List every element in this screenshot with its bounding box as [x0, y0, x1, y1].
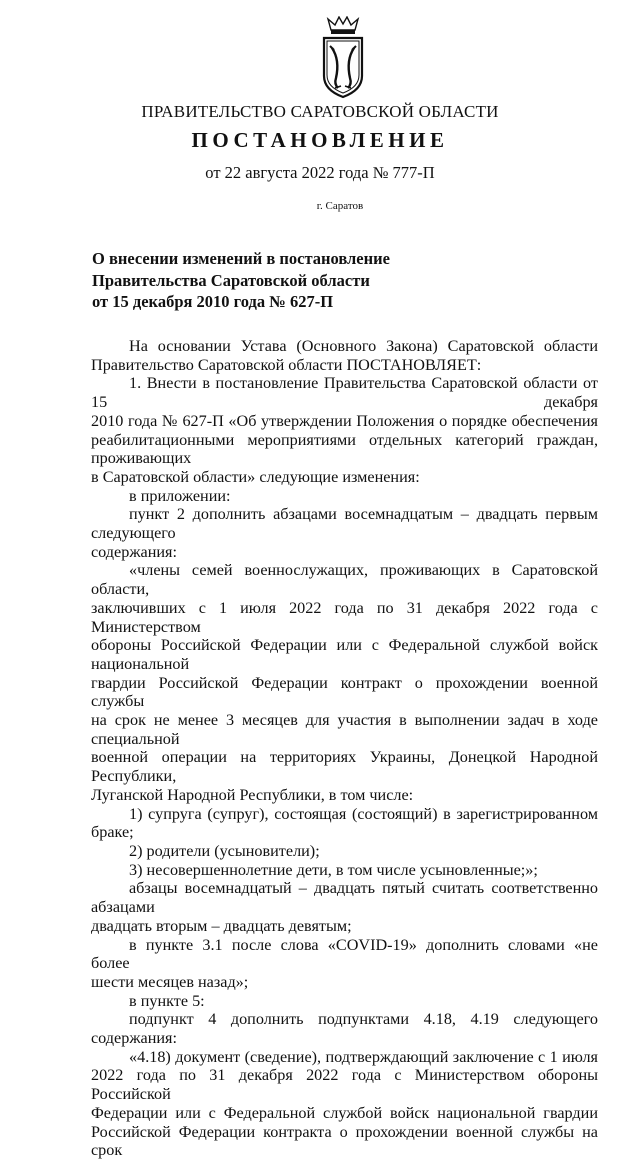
body-line: Федерации или с Федеральной службой войск национальной гвардии [91, 1103, 598, 1122]
body-line: подпункт 4 дополнить подпунктами 4.18, 4.19 следующего содержания: [91, 1010, 598, 1048]
body-line: на срок не менее 3 месяцев для участия в выполнении задач в ходе специальной [91, 711, 598, 748]
body-line: реабилитационными мероприятиями отдельных категорий граждан, проживающих [91, 430, 598, 468]
document-body [91, 337, 598, 1160]
body-line: двадцать вторым – двадцать девятым; [91, 916, 352, 935]
document-type-title: ПОСТАНОВЛЕНИЕ [191, 128, 449, 152]
coat-of-arms-emblem [318, 16, 368, 100]
government-name: ПРАВИТЕЛЬСТВО САРАТОВСКОЙ ОБЛАСТИ [141, 102, 499, 121]
document-date-number: от 22 августа 2022 года № 777-П [205, 163, 435, 182]
subject-line: от 15 декабря 2010 года № 627-П [92, 292, 334, 311]
body-line: 2) родители (усыновители); [129, 841, 320, 860]
body-line: Правительство Саратовской области ПОСТАНОВЛЯЕТ: [91, 355, 482, 374]
body-line: содержания: [91, 542, 177, 561]
body-line: в пункте 5: [129, 991, 205, 1010]
body-line: «4.18) документ (сведение), подтверждающий заключение с 1 июля [129, 1047, 598, 1066]
body-line: 1) супруга (супруг), состоящая (состоящий) в зарегистрированном браке; [91, 804, 598, 842]
body-line: заключивших с 1 июля 2022 года по 31 декабря 2022 года с Министерством [91, 598, 598, 636]
body-line: в Саратовской области» следующие изменения: [91, 467, 420, 486]
body-line: в приложении: [129, 486, 231, 505]
body-line: в пункте 3.1 после слова «COVID-19» дополнить словами «не более [91, 935, 598, 973]
body-line: 1. Внести в постановление Правительства Саратовской области от 15 декабря [91, 374, 598, 412]
body-line: Российской Федерации контракта о прохождении военной службы на срок [91, 1122, 598, 1160]
subject-line: О внесении изменений в постановление [92, 249, 390, 268]
body-line: «члены семей военнослужащих, проживающих в Саратовской области, [91, 561, 598, 599]
body-line: Луганской Народной Республики, в том числе: [91, 785, 414, 804]
document-subject [92, 248, 390, 313]
body-line: На основании Устава (Основного Закона) Саратовской области [129, 337, 598, 355]
subject-line: Правительства Саратовской области [92, 270, 370, 290]
body-line: абзацы восемнадцатый – двадцать пятый считать соответственно абзацами [91, 879, 598, 917]
body-line: гвардии Российской Федерации контракт о прохождении военной службы [91, 673, 598, 711]
body-line: 2010 года № 627-П «Об утверждении Положения о порядке обеспечения [91, 411, 598, 430]
document-city: г. Саратов [316, 200, 364, 212]
body-line: шести месяцев назад»; [91, 972, 249, 991]
body-line: 2022 года по 31 декабря 2022 года с Министерством обороны Российской [91, 1066, 598, 1104]
body-line: 3) несовершеннолетние дети, в том числе усыновленные;»; [129, 860, 538, 879]
body-line: военной операции на территориях Украины, Донецкой Народной Республики, [91, 748, 598, 786]
body-line: пункт 2 дополнить абзацами восемнадцатым – двадцать первым следующего [91, 505, 598, 543]
body-line: обороны Российской Федерации или с Федеральной службой войск национальной [91, 636, 598, 673]
